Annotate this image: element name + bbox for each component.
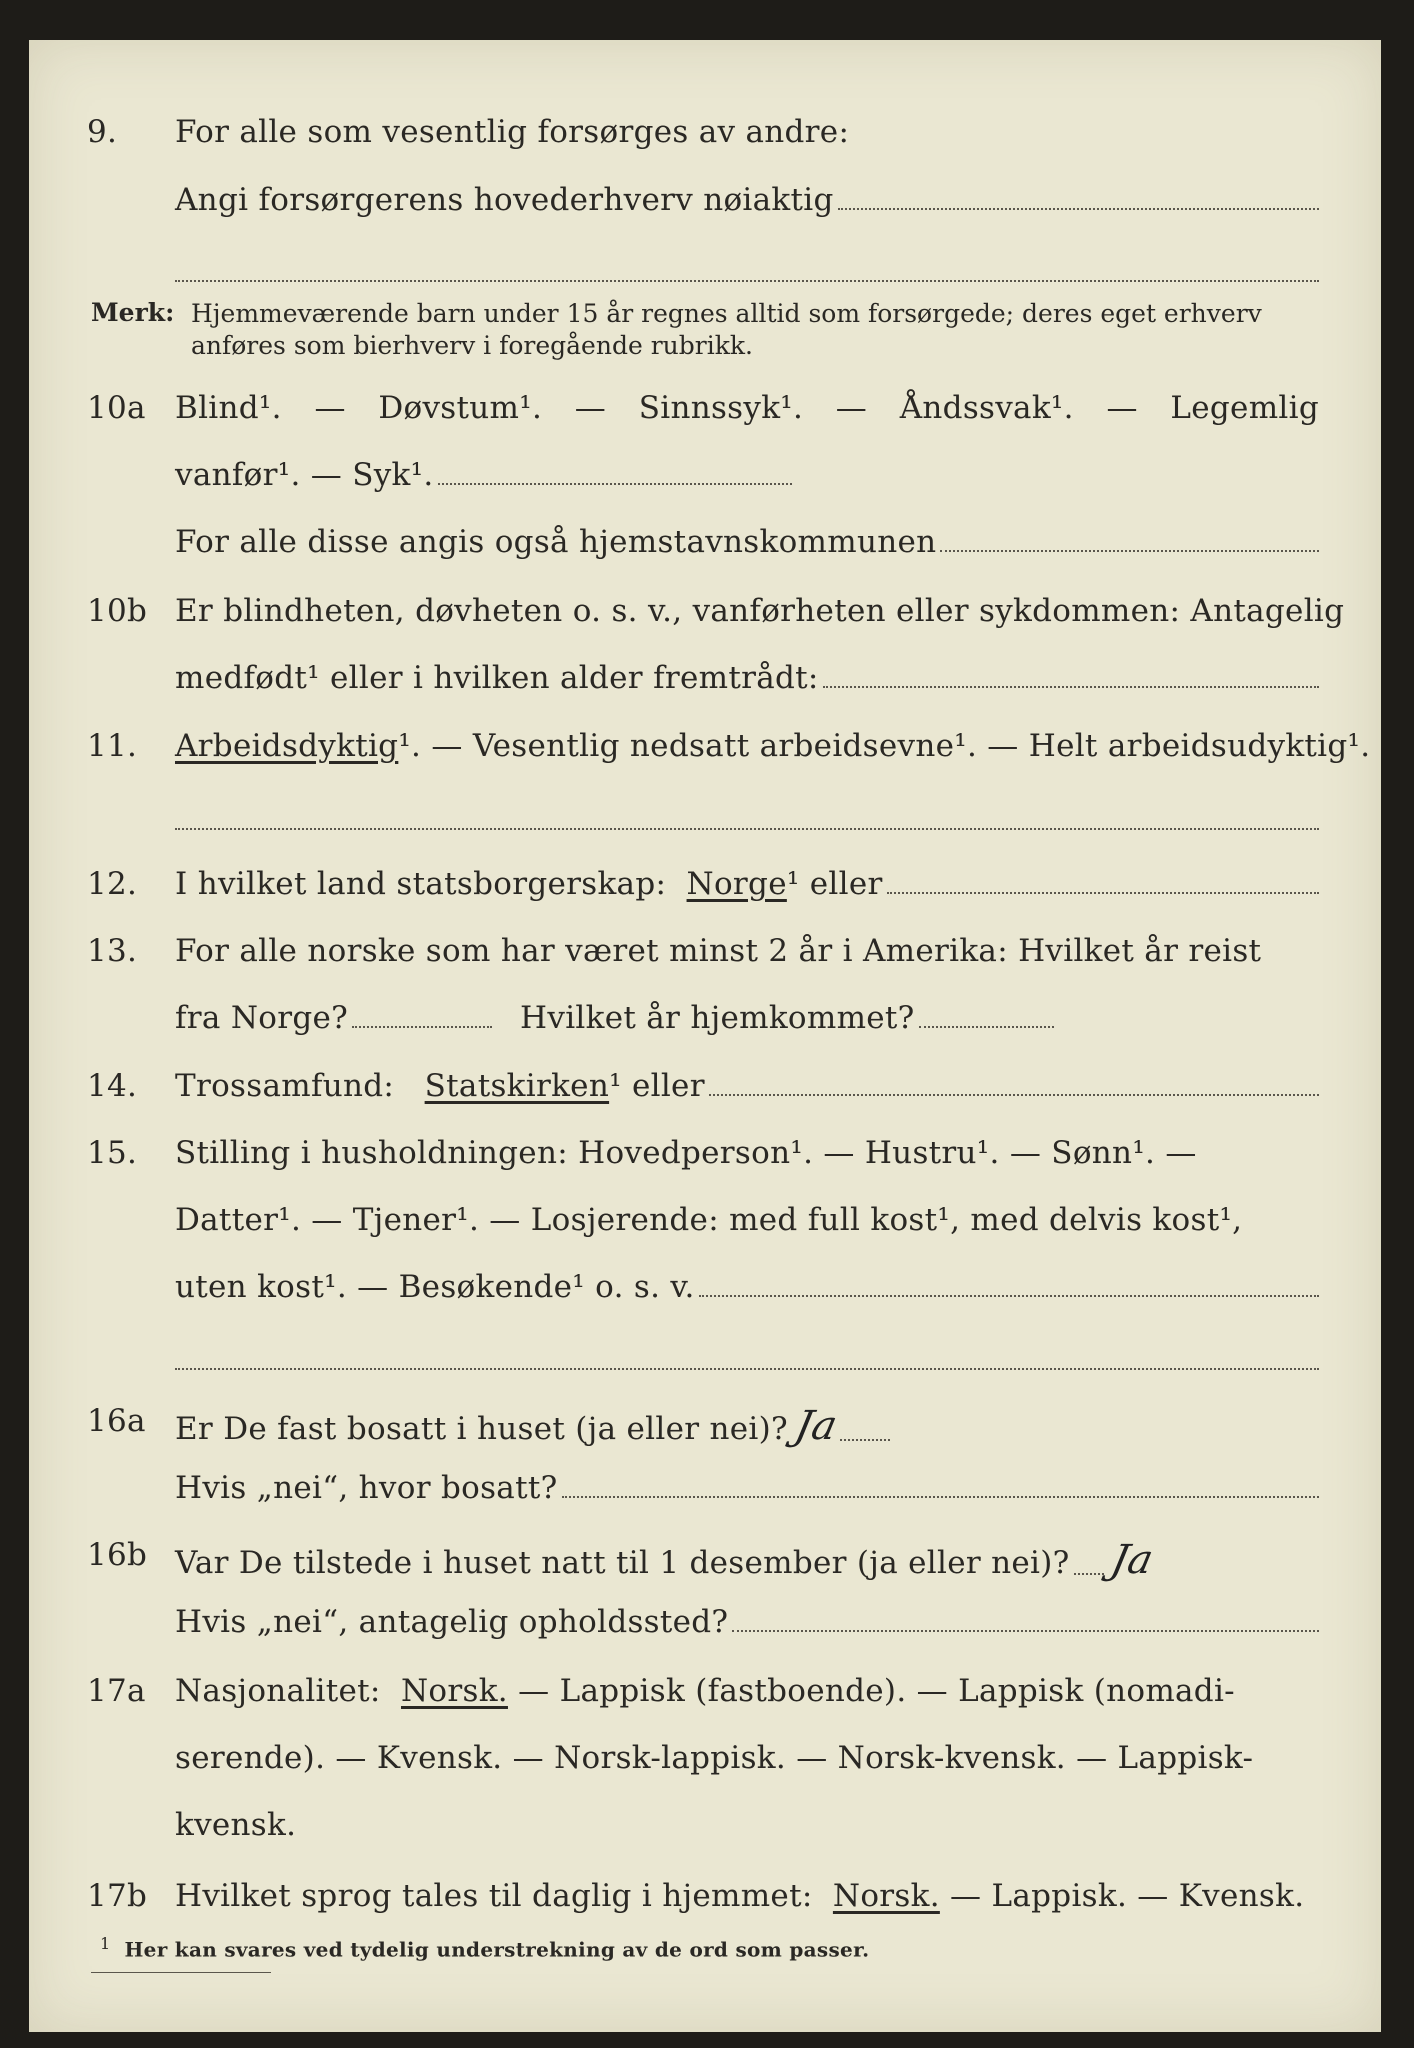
q10a-answer-field[interactable]: [438, 483, 792, 485]
q11-line: [29, 728, 1381, 794]
q16b-line2: [29, 1604, 1381, 1670]
q10b-number: 10b: [87, 593, 148, 629]
q14-line: [29, 1068, 1381, 1134]
q10a-number: 10a: [87, 390, 146, 426]
q17a-text2: serende). — Kvensk. — Norsk-lappisk. — Norsk-kvensk. — Lappisk-: [175, 1740, 1254, 1776]
option-blind[interactable]: Blind¹.: [175, 390, 282, 426]
q17a-text3: kvensk.: [175, 1807, 297, 1843]
q9-answer-field[interactable]: [838, 208, 1319, 210]
option-dovstum[interactable]: Døvstum¹.: [378, 390, 543, 426]
reist-year-field[interactable]: [352, 1026, 492, 1028]
q15-line2: [29, 1202, 1381, 1268]
option-andssvak[interactable]: Åndssvak¹.: [899, 390, 1074, 426]
q17a-number: 17a: [87, 1673, 146, 1709]
q17b-rest: — Lappisk. — Kvensk.: [950, 1878, 1305, 1914]
q17a-text1: Nasjonalitet:: [175, 1673, 381, 1709]
q16b-handwritten-answer[interactable]: Ja: [1106, 1537, 1157, 1583]
q16a-handwritten-answer[interactable]: Ja: [791, 1403, 842, 1449]
q17a-line1: [29, 1673, 1381, 1739]
q12-line: [29, 866, 1381, 932]
q14-answer-field[interactable]: [709, 1094, 1319, 1096]
q13-text2b: Hvilket år hjemkommet?: [520, 1000, 915, 1036]
q12-answer-field[interactable]: [887, 892, 1319, 894]
q13-number: 13.: [87, 933, 138, 969]
q16a-line2: [29, 1470, 1381, 1536]
separator: —: [835, 390, 868, 426]
q13-text1: For alle norske som har været minst 2 år i Amerika: Hvilket år reist: [175, 933, 1262, 969]
q16a-number: 16a: [87, 1403, 146, 1439]
q16b-number: 16b: [87, 1537, 148, 1573]
q17a-line2: [29, 1740, 1381, 1806]
q17a-line3: [29, 1807, 1381, 1873]
q11-number: 11.: [87, 728, 138, 764]
merk-label: Merk:: [91, 298, 175, 327]
q10b-answer-field[interactable]: [823, 686, 1319, 688]
option-legemlig[interactable]: Legemlig: [1170, 390, 1319, 426]
hjemkommet-year-field[interactable]: [919, 1026, 1054, 1028]
q15-line3: [29, 1269, 1381, 1335]
q16b-text2: Hvis „nei“, antagelig opholdssted?: [175, 1604, 729, 1640]
q13-line1: [29, 933, 1381, 999]
q10b-text1: Er blindheten, døvheten o. s. v., vanførheten eller sykdommen: Antagelig: [175, 593, 1345, 629]
q9-line2: [29, 182, 1381, 248]
q10a-text2: vanfør¹. — Syk¹.: [175, 457, 434, 493]
q10a-line3: [29, 524, 1381, 590]
q15-extra-answer-line[interactable]: [175, 1368, 1319, 1370]
q9-extra-answer-line[interactable]: [175, 280, 1319, 282]
q9-line1: [29, 114, 1381, 180]
q16a-text1: Er De fast bosatt i huset (ja eller nei)?: [175, 1411, 788, 1447]
q16b-line1: [29, 1537, 1381, 1603]
q16b-answer-field[interactable]: [1074, 1573, 1104, 1575]
option-arbeidsdyktig[interactable]: Arbeidsdyktig: [175, 728, 399, 764]
q17b-text: Hvilket sprog tales til daglig i hjemmet:: [175, 1878, 813, 1914]
q16a-answer-field[interactable]: [840, 1439, 890, 1441]
bosatt-field[interactable]: [562, 1496, 1319, 1498]
option-statskirken[interactable]: Statskirken: [424, 1068, 610, 1104]
footnote-ref: 1: [100, 1934, 111, 1953]
q12-number: 12.: [87, 866, 138, 902]
q9-text2: Angi forsørgerens hovederhverv nøiaktig: [175, 182, 834, 218]
q10a-line1: [29, 390, 1381, 456]
footnote: [100, 1934, 869, 1962]
option-norge[interactable]: Norge: [686, 866, 787, 902]
q11-rest: ¹. — Vesentlig nedsatt arbeidsevne¹. — Helt arbeidsudyktig¹.: [398, 728, 1371, 764]
merk-text: Hjemmeværende barn under 15 år regnes alltid som forsørgede; deres eget erhverv anføres som bierhverv i foregående rubrikk.: [191, 299, 1262, 360]
hjemstavn-field[interactable]: [940, 550, 1319, 552]
q14-number: 14.: [87, 1068, 138, 1104]
separator: —: [574, 390, 607, 426]
q15-text3: uten kost¹. — Besøkende¹ o. s. v.: [175, 1269, 695, 1305]
census-form-page: [29, 40, 1381, 2032]
q10b-text2: medfødt¹ eller i hvilken alder fremtrådt:: [175, 660, 819, 696]
q9-number: 9.: [87, 114, 118, 150]
q14-post: ¹ eller: [609, 1068, 705, 1104]
q12-post: ¹ eller: [786, 866, 883, 902]
option-sinnssyk[interactable]: Sinnssyk¹.: [638, 390, 804, 426]
q10b-line2: [29, 660, 1381, 726]
q15-answer-field[interactable]: [699, 1295, 1319, 1297]
q13-text2a: fra Norge?: [175, 1000, 349, 1036]
separator: —: [314, 390, 346, 426]
separator: —: [1106, 390, 1138, 426]
q17a-text1-rest: — Lappisk (fastboende). — Lappisk (nomadi-: [518, 1673, 1235, 1709]
q10b-line1: [29, 593, 1381, 659]
q15-line1: [29, 1135, 1381, 1201]
q11-answer-line[interactable]: [175, 828, 1319, 830]
q16a-text2: Hvis „nei“, hvor bosatt?: [175, 1470, 558, 1506]
q9-text1: For alle som vesentlig forsørges av andre:: [175, 114, 850, 150]
q10a-line2: [29, 457, 1381, 523]
q16b-text1: Var De tilstede i huset natt til 1 desember (ja eller nei)?: [175, 1545, 1070, 1581]
q10a-text3: For alle disse angis også hjemstavnskommunen: [175, 524, 937, 560]
opholdssted-field[interactable]: [732, 1630, 1319, 1632]
option-norsk-nasjonalitet[interactable]: Norsk.: [401, 1673, 508, 1709]
q16a-line1: [29, 1403, 1381, 1469]
q12-text: I hvilket land statsborgerskap:: [175, 866, 667, 902]
option-norsk-sprog[interactable]: Norsk.: [832, 1878, 940, 1914]
q13-line2: [29, 1000, 1381, 1066]
q14-text: Trossamfund:: [175, 1068, 395, 1104]
q15-text2: Datter¹. — Tjener¹. — Losjerende: med full kost¹, med delvis kost¹,: [175, 1202, 1243, 1238]
footnote-text: Her kan svares ved tydelig understrekning av de ord som passer.: [124, 1937, 870, 1962]
q15-text1: Stilling i husholdningen: Hovedperson¹. — Hustru¹. — Sønn¹. —: [175, 1135, 1197, 1171]
q17b-number: 17b: [87, 1878, 148, 1914]
footnote-rule: [91, 1972, 271, 1973]
q15-number: 15.: [87, 1135, 138, 1171]
